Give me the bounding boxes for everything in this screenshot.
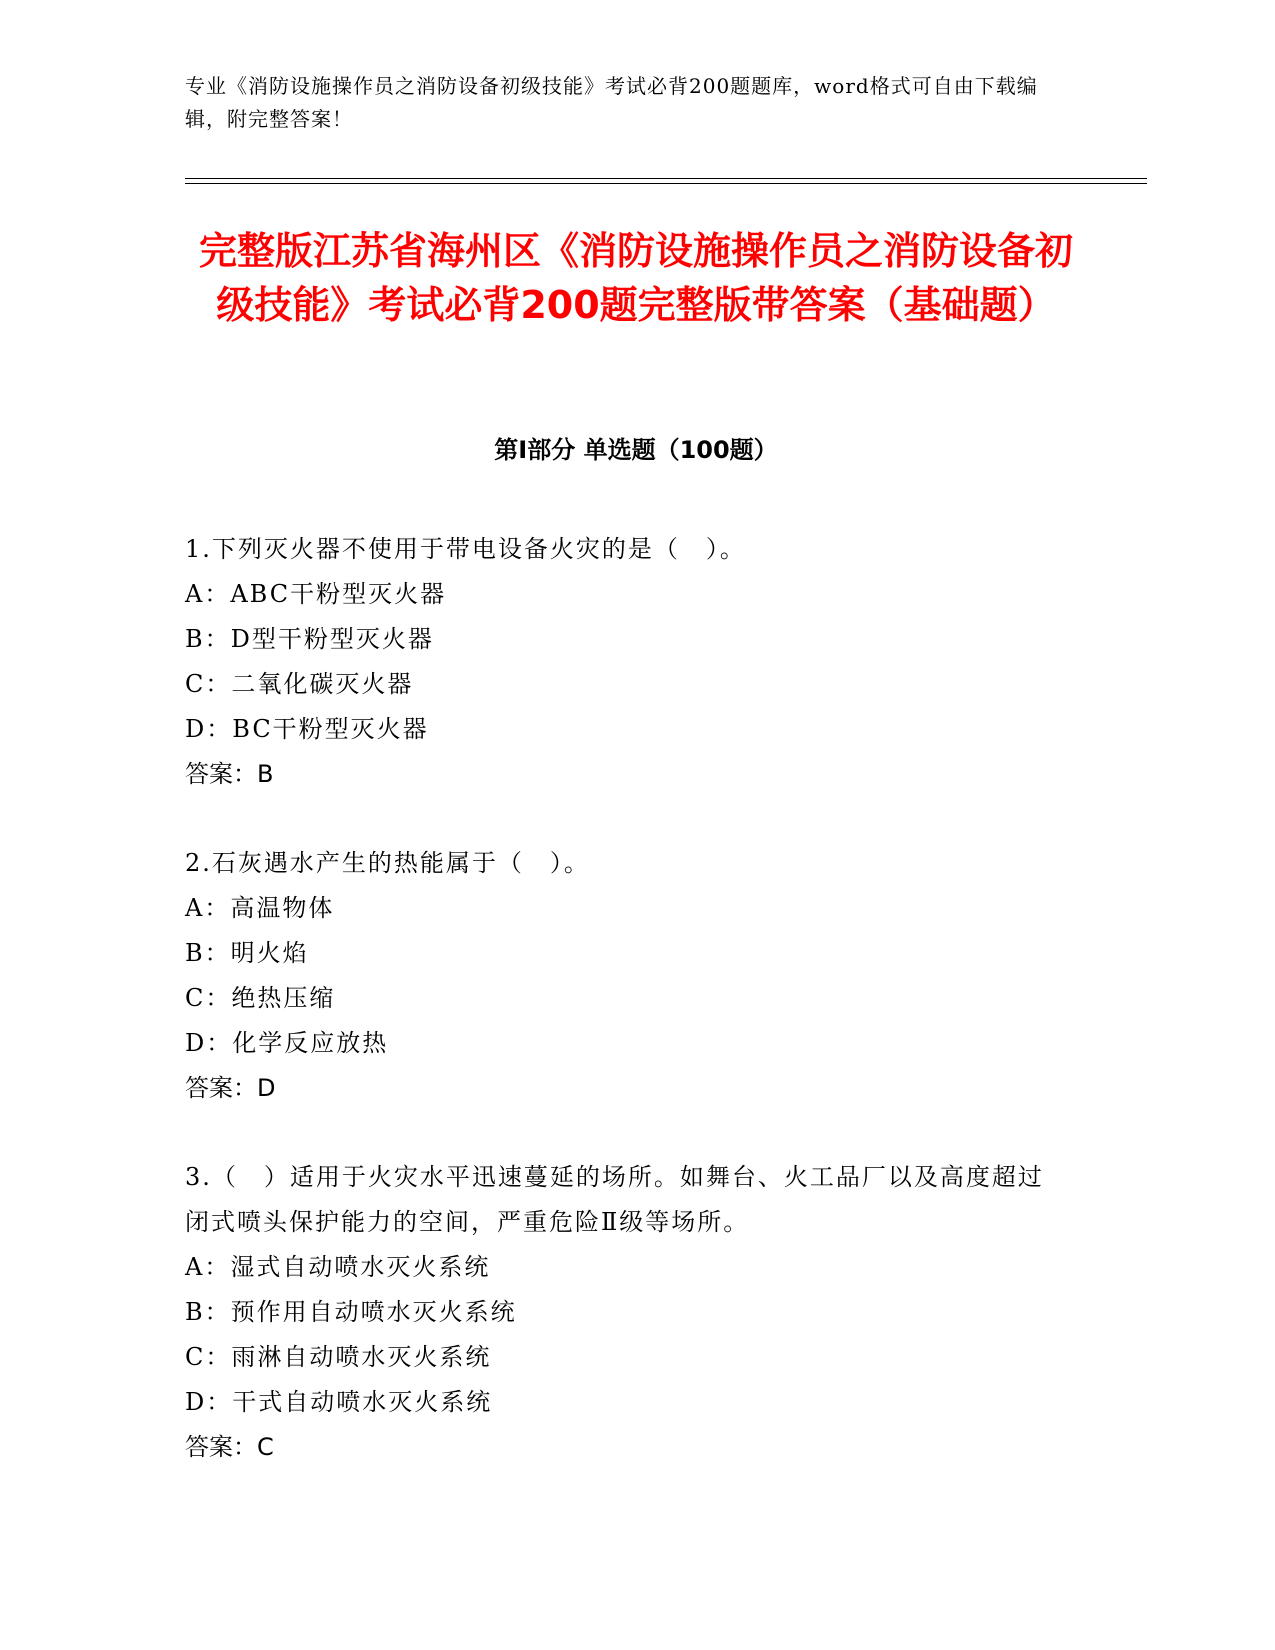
answer: 答案：B xyxy=(185,760,274,788)
header-note: 专业《消防设施操作员之消防设备初级技能》考试必背200题题库，word格式可自由下载编辑，附完整答案！ xyxy=(185,74,1038,131)
question-stem: 3.（ ）适用于火灾水平迅速蔓延的场所。如舞台、火工品厂以及高度超过闭式喷头保护能力的空间，严重危险Ⅱ级等场所。 xyxy=(185,1163,1044,1236)
question-2 xyxy=(185,841,1065,1111)
option-c: C：二氧化碳灭火器 xyxy=(185,670,414,698)
question-stem: 2.石灰遇水产生的热能属于（ ）。 xyxy=(185,849,590,877)
question-3 xyxy=(185,1155,1065,1470)
option-a: A：ABC干粉型灭火器 xyxy=(185,580,447,608)
header-divider-top xyxy=(185,178,1147,179)
question-stem: 1.下列灭火器不使用于带电设备火灾的是（ ）。 xyxy=(185,535,746,563)
answer: 答案：C xyxy=(185,1433,274,1461)
option-b: B：D型干粉型灭火器 xyxy=(185,625,434,653)
header-divider-bottom xyxy=(185,183,1147,184)
option-a: A：高温物体 xyxy=(185,894,335,922)
question-1 xyxy=(185,527,1065,797)
option-b: B：明火焰 xyxy=(185,939,309,967)
option-d: D：干式自动喷水灭火系统 xyxy=(185,1388,493,1416)
answer: 答案：D xyxy=(185,1074,276,1102)
option-d: D：BC干粉型灭火器 xyxy=(185,715,429,743)
question-list xyxy=(185,527,1065,1514)
option-a: A：湿式自动喷水灭火系统 xyxy=(185,1253,491,1281)
option-b: B：预作用自动喷水灭火系统 xyxy=(185,1298,517,1326)
option-c: C：雨淋自动喷水灭火系统 xyxy=(185,1343,492,1371)
document-title: 完整版江苏省海州区《消防设施操作员之消防设备初级技能》考试必背200题完整版带答案（基础题） xyxy=(198,229,1073,327)
option-c: C：绝热压缩 xyxy=(185,984,336,1012)
section-title: 第Ⅰ部分 单选题（100题） xyxy=(494,436,778,464)
option-d: D：化学反应放热 xyxy=(185,1029,389,1057)
